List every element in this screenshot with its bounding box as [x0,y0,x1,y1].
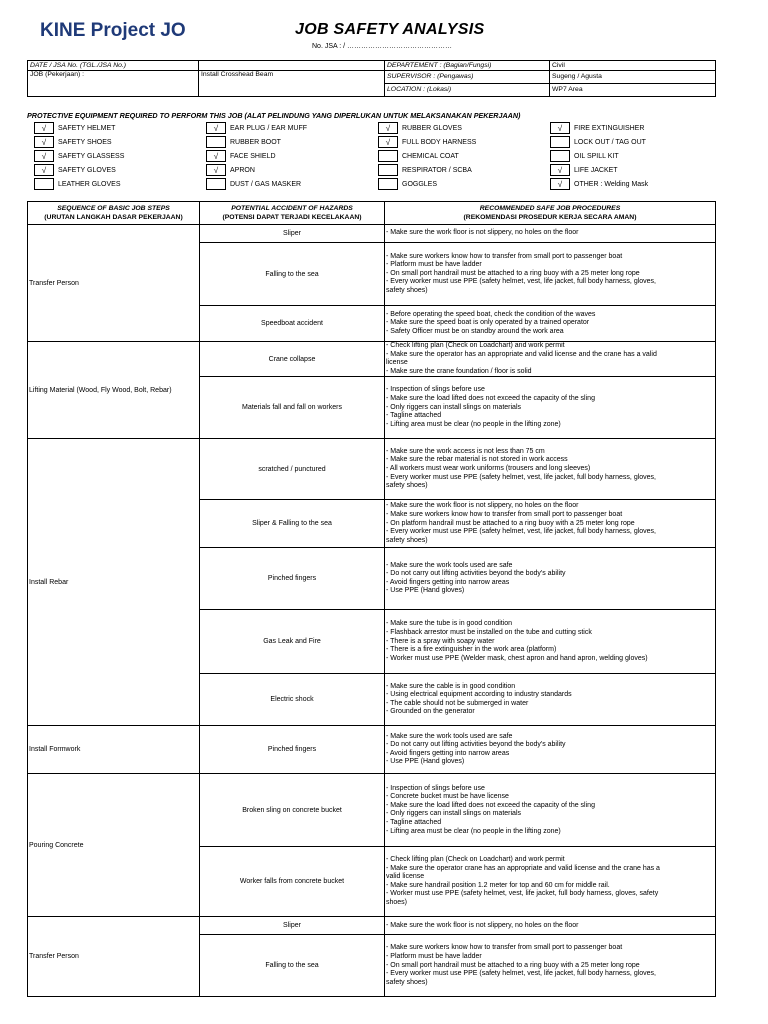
procedure-line: valid license [386,873,425,881]
procedure-line: - Lifting area must be clear (no people in the lifting zone) [386,420,561,428]
ppe-label: SAFETY SHOES [58,138,112,146]
table-row [28,342,716,377]
procedure-line: - Every worker must use PPE (safety helmet, vest, life jacket, full body harness, gloves, [386,528,656,536]
job-step: Pouring Concrete [28,774,200,917]
procedure-line: - Only riggers can install slings on materials [386,810,521,818]
ppe-item [543,163,715,177]
ppe-item [543,135,715,149]
procedure-line: - Only riggers can install slings on materials [386,403,521,411]
procedure-cell [385,342,716,377]
hazard-cell: Electric shock [200,674,385,726]
procedure-line: - Before operating the speed boat, check the condition of the waves [386,310,596,318]
procedure-line: - Make sure the work floor is not slippery, no holes on the floor [386,502,579,510]
ppe-checkbox[interactable]: √ [378,122,398,134]
hazard-cell: scratched / punctured [200,439,385,500]
ppe-label: EAR PLUG / EAR MUFF [230,124,308,132]
ppe-checkbox[interactable]: √ [34,122,54,134]
job-step: Install Rebar [28,439,200,726]
hazard-cell: Materials fall and fall on workers [200,377,385,439]
hazard-cell: Pinched fingers [200,726,385,774]
ppe-item [199,149,371,163]
procedure-cell [385,500,716,548]
department-value: Civil [550,61,716,71]
procedure-line: - On small port handrail must be attached to a ring buoy with a 25 meter long rope [386,269,640,277]
ppe-item [27,121,199,135]
procedure-line: - Make sure workers know how to transfer from small port to passenger boat [386,944,623,952]
ppe-checkbox[interactable]: √ [206,122,226,134]
procedure-line: - There is a spray with soapy water [386,637,495,645]
procedure-line: - Use PPE (Hand gloves) [386,587,465,595]
procedure-line: - The cable should not be submerged in water [386,699,529,707]
procedure-cell [385,774,716,847]
procedure-line: - Inspection of slings before use [386,784,485,792]
supervisor-label: SUPERVISOR : (Pengawas) [385,71,550,83]
ppe-checkbox[interactable]: √ [550,122,570,134]
hazard-cell: Sliper [200,225,385,243]
procedure-line: - Platform must be have ladder [386,261,482,269]
ppe-item [27,177,199,191]
procedure-line: - On small port handrail must be attached to a ring buoy with a 25 meter long rope [386,961,640,969]
procedure-line: - Concrete bucket must be have license [386,793,509,801]
job-step: Install Formwork [28,726,200,774]
table-row [28,225,716,243]
procedure-line: - Make sure handrail position 1.2 meter for top and 60 cm for middle rail. [386,881,610,889]
procedure-line: - Every worker must use PPE (safety helmet, vest, life jacket, full body harness, gloves, [386,473,656,481]
procedure-line: - Make sure the work floor is not slippery, no holes on the floor [386,921,579,929]
ppe-item [371,163,543,177]
ppe-checkbox[interactable] [206,178,226,190]
ppe-checkbox[interactable] [378,150,398,162]
ppe-label: SAFETY GLASSESS [58,152,125,160]
procedure-cell [385,439,716,500]
procedure-line: - Make sure the load lifted does not exceed the capacity of the sling [386,801,595,809]
procedure-line: - Flashback arrestor must be installed on the tube and cutting stick [386,628,592,636]
ppe-item [543,149,715,163]
job-step: Lifting Material (Wood, Fly Wood, Bolt, Rebar) [28,342,200,439]
procedure-line: - Check lifting plan (Check on Loadchart) and work permit [386,342,565,349]
procedure-line: - Avoid fingers getting into narrow areas [386,578,510,586]
jsa-table [27,201,716,997]
procedure-cell [385,935,716,997]
job-step: Transfer Person [28,225,200,342]
table-row [28,774,716,847]
ppe-checkbox[interactable] [378,164,398,176]
ppe-label: GOGGLES [402,180,438,188]
header-hazards: POTENTIAL ACCIDENT OF HAZARDS (POTENSI DAPAT TERJADI KECELAKAAN) [200,202,385,225]
procedure-line: - Safety Officer must be on standby around the work area [386,327,564,335]
procedure-line: - Make sure the tube is in good condition [386,620,513,628]
ppe-item [371,177,543,191]
procedure-line: - Platform must be have ladder [386,952,482,960]
date-label: DATE / JSA No. (TGL./JSA No.) [28,61,199,71]
ppe-label: LIFE JACKET [574,166,618,174]
procedure-cell [385,847,716,917]
procedure-line: - Lifting area must be clear (no people in the lifting zone) [386,827,561,835]
ppe-label: DUST / GAS MASKER [230,180,302,188]
ppe-label: LEATHER GLOVES [58,180,121,188]
ppe-label: FIRE EXTINGUISHER [574,124,645,132]
procedure-cell [385,377,716,439]
location-value: WP7 Area [550,83,716,96]
ppe-item [27,149,199,163]
ppe-title: PROTECTIVE EQUIPMENT REQUIRED TO PERFORM THIS JOB (ALAT PELINDUNG YANG DIPERLUKAN UNTUK MELAKSANAKAN PEKERJAAN) [27,111,521,120]
hazard-cell: Broken sling on concrete bucket [200,774,385,847]
ppe-label: FULL BODY HARNESS [402,138,477,146]
ppe-label: RUBBER BOOT [230,138,281,146]
procedure-line: - Make sure the operator has an appropriate and valid license and the crane has a valid [386,350,657,358]
ppe-label: CHEMICAL COAT [402,152,459,160]
ppe-label: OIL SPILL KIT [574,152,619,160]
ppe-label: FACE SHIELD [230,152,276,160]
document-title: JOB SAFETY ANALYSIS [295,21,485,38]
table-row [28,439,716,500]
ppe-checkbox[interactable] [378,178,398,190]
brand-title: KINE Project JO [40,20,186,41]
procedure-line: - Do not carry out lifting activities beyond the body's ability [386,570,566,578]
procedure-line: - Make sure the operator crane has an appropriate and valid license and the crane has a [386,864,660,872]
ppe-item [27,135,199,149]
procedure-cell [385,548,716,610]
hazard-cell: Falling to the sea [200,935,385,997]
procedure-line: - Worker must use PPE (safety helmet, vest, life jacket, full body harness, gloves, safety [386,890,659,898]
table-row [28,917,716,935]
ppe-label: OTHER : Welding Mask [574,180,649,188]
procedure-line: - Avoid fingers getting into narrow areas [386,749,510,757]
procedure-line: - Make sure the work tools used are safe [386,561,513,569]
procedure-line: safety shoes) [386,978,428,986]
ppe-checkbox[interactable]: √ [34,136,54,148]
ppe-checkbox[interactable] [550,136,570,148]
procedure-line: - Using electrical equipment according to industry standards [386,691,572,699]
ppe-checkbox[interactable] [34,178,54,190]
hazard-cell: Pinched fingers [200,548,385,610]
hazard-cell: Falling to the sea [200,243,385,306]
ppe-item [543,121,715,135]
procedure-line: - Make sure workers know how to transfer from small port to passenger boat [386,510,623,518]
procedure-line: safety shoes) [386,536,428,544]
procedure-line: - Make sure the work floor is not slippery, no holes on the floor [386,229,579,237]
procedure-cell [385,610,716,674]
procedure-cell [385,726,716,774]
procedure-line: - Make sure the work access is not less than 75 cm [386,447,545,455]
table-row [28,726,716,774]
ppe-item [371,149,543,163]
ppe-label: APRON [230,166,255,174]
procedure-line: - Tagline attached [386,818,442,826]
supervisor-value: Sugeng / Agusta [550,71,716,83]
procedure-line: - Tagline attached [386,412,442,420]
ppe-label: SAFETY HELMET [58,124,116,132]
ppe-checkbox[interactable]: √ [34,150,54,162]
ppe-item [371,121,543,135]
procedure-line: - Check lifting plan (Check on Loadchart) and work permit [386,856,565,864]
ppe-checkbox[interactable]: √ [206,150,226,162]
procedure-line: - Make sure the rebar material is not stored in work access [386,456,568,464]
procedure-line: - Make sure the work tools used are safe [386,732,513,740]
ppe-checkbox[interactable]: √ [34,164,54,176]
procedure-line: - Use PPE (Hand gloves) [386,758,465,766]
location-label: LOCATION : (Lokasi) [385,83,550,96]
procedure-line: - Make sure the crane foundation / floor is solid [386,367,532,375]
procedure-line: shoes) [386,899,408,907]
procedure-cell [385,917,716,935]
procedure-line: - Every worker must use PPE (safety helmet, vest, life jacket, full body harness, gloves, [386,278,656,286]
procedure-line: - There is a fire extinguisher in the work area (platform) [386,646,557,654]
hazard-cell: Sliper & Falling to the sea [200,500,385,548]
procedure-cell [385,306,716,342]
info-table [27,60,716,97]
procedure-line: - On platform handrail must be attached to a ring buoy with a 25 meter long rope [386,519,635,527]
hazard-cell: Gas Leak and Fire [200,610,385,674]
procedure-line: - Inspection of slings before use [386,386,485,394]
ppe-label: RESPIRATOR / SCBA [402,166,472,174]
procedure-line: - Do not carry out lifting activities beyond the body's ability [386,741,566,749]
procedure-cell [385,243,716,306]
ppe-checkbox[interactable]: √ [378,136,398,148]
procedure-line: safety shoes) [386,482,428,490]
header-steps: SEQUENCE OF BASIC JOB STEPS (URUTAN LANGKAH DASAR PEKERJAAN) [28,202,200,225]
ppe-checkbox[interactable] [550,150,570,162]
date-value [199,61,385,71]
ppe-checkbox[interactable]: √ [550,164,570,176]
procedure-line: - Make sure workers know how to transfer from small port to passenger boat [386,252,623,260]
job-step: Transfer Person [28,917,200,997]
ppe-item [199,121,371,135]
job-value: Install Crosshead Beam [199,71,385,97]
ppe-checkbox[interactable]: √ [206,164,226,176]
ppe-item [199,135,371,149]
ppe-item [199,163,371,177]
job-label: JOB (Pekerjaan) : [28,71,199,97]
ppe-item [199,177,371,191]
procedure-line: - Grounded on the generator [386,708,475,716]
hazard-cell: Worker falls from concrete bucket [200,847,385,917]
jsa-number: No. JSA : / ……………………………………… [312,43,453,50]
procedure-line: - Every worker must use PPE (safety helmet, vest, life jacket, full body harness, gloves, [386,970,656,978]
ppe-item [371,135,543,149]
procedure-cell [385,225,716,243]
procedure-line: - Worker must use PPE (Welder mask, chest apron and hand apron, welding gloves) [386,654,648,662]
ppe-item [27,163,199,177]
hazard-cell: Sliper [200,917,385,935]
hazard-cell: Crane collapse [200,342,385,377]
ppe-label: LOCK OUT / TAG OUT [574,138,646,146]
ppe-checklist [27,121,715,191]
ppe-item [543,177,715,191]
procedure-line: - Make sure the speed boat is only operated by a trained operator [386,319,590,327]
department-label: DEPARTEMENT : (Bagian/Fungsi) [385,61,550,71]
procedure-line: license [386,359,408,367]
ppe-label: SAFETY GLOVES [58,166,116,174]
ppe-checkbox[interactable] [206,136,226,148]
procedure-line: - All workers must wear work uniforms (trousers and long sleeves) [386,465,591,473]
procedure-cell [385,674,716,726]
ppe-checkbox[interactable]: √ [550,178,570,190]
procedure-line: - Make sure the load lifted does not exceed the capacity of the sling [386,394,595,402]
hazard-cell: Speedboat accident [200,306,385,342]
header-procedures: RECOMMENDED SAFE JOB PROCEDURES (REKOMENDASI PROSEDUR KERJA SECARA AMAN) [385,202,716,225]
procedure-line: safety shoes) [386,286,428,294]
procedure-line: - Make sure the cable is in good condition [386,682,516,690]
ppe-label: RUBBER GLOVES [402,124,462,132]
